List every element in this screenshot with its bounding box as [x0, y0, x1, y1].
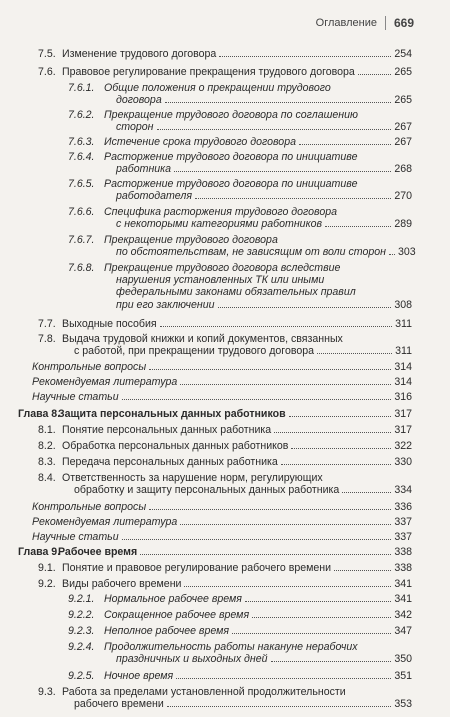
- toc-entry-title-line: Прекращение трудового договора: [104, 234, 278, 246]
- toc-entry-page: 303: [398, 246, 416, 259]
- toc-entry[interactable]: [68, 82, 412, 107]
- toc-entry-number: Глава 8.: [18, 408, 61, 420]
- dot-leader: [299, 144, 391, 145]
- toc-entry[interactable]: [38, 48, 412, 60]
- page-number: 669: [393, 16, 414, 30]
- toc-entry-title-line: Рабочее время: [58, 546, 138, 558]
- toc-entry-title-line: Расторжение трудового договора по инициативе: [104, 178, 358, 190]
- dot-leader: [218, 307, 392, 308]
- toc-entry-page: 317: [394, 424, 412, 436]
- toc-entry-page: 338: [394, 562, 412, 574]
- toc-entry-title-line: Передача персональных данных работника: [62, 456, 278, 468]
- toc-entry-title-line: по обстоятельствам, не зависящим от воли сторон: [116, 246, 386, 259]
- toc-entry-number: 8.2.: [38, 440, 56, 452]
- toc-entry[interactable]: [32, 501, 412, 513]
- toc-entry-page: 317: [394, 408, 412, 420]
- toc-entry-title-line: Научные статьи: [32, 531, 119, 543]
- toc-entry-number: Глава 9.: [18, 546, 61, 558]
- toc-entry-title-line: Рекомендуемая литература: [32, 516, 178, 528]
- toc-entry-title-line: нарушения установленных ТК или иными: [116, 274, 325, 287]
- toc-entry-title-line: Неполное рабочее время: [104, 625, 230, 637]
- toc-entry-number: 7.6.4.: [68, 151, 95, 163]
- toc-entry[interactable]: [32, 376, 412, 388]
- toc-entry[interactable]: [38, 686, 412, 711]
- toc-entry-title-line: Научные статьи: [32, 391, 119, 403]
- toc-entry-title-line: Изменение трудового договора: [62, 48, 217, 60]
- dot-leader: [274, 432, 391, 433]
- dot-leader: [167, 706, 392, 707]
- section-title: Оглавление: [315, 17, 377, 29]
- dot-leader: [389, 254, 395, 255]
- dot-leader: [122, 399, 392, 400]
- toc-entry-title-line: федеральными законами обязательных правил: [116, 286, 356, 299]
- toc-entry[interactable]: [32, 391, 412, 403]
- toc-entry-number: 9.3.: [38, 686, 56, 698]
- toc-entry-title-line: Расторжение трудового договора по инициативе: [104, 151, 358, 163]
- toc-entry-number: 8.3.: [38, 456, 56, 468]
- toc-entry-number: 8.4.: [38, 472, 56, 484]
- dot-leader: [252, 617, 391, 618]
- toc-entry-title-line: Правовое регулирование прекращения трудового договора: [62, 66, 355, 78]
- toc-entry-title-line: Ночное время: [104, 670, 174, 682]
- dot-leader: [334, 570, 391, 571]
- dot-leader: [149, 369, 391, 370]
- toc-entry[interactable]: [38, 562, 412, 574]
- toc-entry[interactable]: [68, 178, 412, 203]
- toc-entry-number: 7.6.7.: [68, 234, 95, 246]
- toc-entry-number: 7.6.1.: [68, 82, 95, 94]
- toc-entry-page: 347: [394, 625, 412, 637]
- toc-entry-title-line: при его заключении: [116, 298, 215, 311]
- toc-entry-title-line: Виды рабочего времени: [62, 578, 182, 590]
- toc-entry[interactable]: [68, 609, 412, 621]
- toc-entry[interactable]: [68, 593, 412, 605]
- toc-entry[interactable]: [32, 531, 412, 543]
- toc-entry-number: 9.2.: [38, 578, 56, 590]
- toc-entry-title-line: Контрольные вопросы: [32, 501, 147, 513]
- dot-leader: [165, 102, 392, 103]
- toc-entry[interactable]: [68, 234, 416, 259]
- dot-leader: [122, 539, 392, 540]
- toc-entry-number: 7.6.6.: [68, 206, 95, 218]
- toc-entry[interactable]: [38, 333, 412, 358]
- dot-leader: [317, 353, 392, 354]
- toc-entry-page: 330: [394, 456, 412, 468]
- toc-entry-page: 254: [394, 48, 412, 60]
- toc-entry-page: 316: [394, 391, 412, 403]
- toc-entry-number: 7.6.2.: [68, 109, 95, 121]
- toc-entry[interactable]: [68, 625, 412, 637]
- toc-entry-page: 351: [394, 670, 412, 682]
- toc-entry-page: 267: [394, 136, 412, 148]
- toc-entry-title-line: сторон: [116, 121, 154, 134]
- toc-entry-title-line: Общие положения о прекращении трудового: [104, 82, 331, 94]
- toc-entry-title-line: работодателя: [116, 190, 192, 203]
- toc-entry[interactable]: [68, 670, 412, 682]
- toc-entry-title-line: Понятие персональных данных работника: [62, 424, 272, 436]
- toc-entry-page: 308: [394, 298, 412, 311]
- toc-entry-page: 268: [394, 163, 412, 176]
- toc-entry-page: 311: [395, 345, 412, 358]
- toc-entry-page: 289: [394, 218, 412, 231]
- toc-entry-number: 7.7.: [38, 318, 56, 330]
- toc-entry[interactable]: [38, 318, 412, 330]
- toc-entry[interactable]: [68, 206, 412, 231]
- toc-entry[interactable]: [68, 151, 412, 176]
- toc-entry-page: 314: [394, 361, 412, 373]
- toc-entry-title-line: обработку и защиту персональных данных работника: [74, 484, 340, 497]
- dot-leader: [342, 492, 391, 493]
- toc-entry-title-line: праздничных и выходных дней: [116, 653, 268, 666]
- toc-entry[interactable]: [68, 641, 412, 666]
- toc-entry[interactable]: [68, 109, 412, 134]
- toc-entry-number: 9.2.1.: [68, 593, 95, 605]
- dot-leader: [157, 129, 392, 130]
- toc-entry[interactable]: [38, 424, 412, 436]
- toc-entry-title-line: Специфика расторжения трудового договора: [104, 206, 337, 218]
- toc-entry-page: 311: [395, 318, 412, 330]
- dot-leader: [195, 198, 391, 199]
- dot-leader: [281, 464, 392, 465]
- toc-entry[interactable]: [38, 472, 412, 497]
- dot-leader: [219, 56, 391, 57]
- toc-entry-page: 322: [394, 440, 412, 452]
- toc-entry-title-line: Понятие и правовое регулирование рабочего времени: [62, 562, 332, 574]
- toc-entry-title-line: работника: [116, 163, 172, 176]
- toc-entry-page: 350: [394, 653, 412, 666]
- toc-entry-title-line: Нормальное рабочее время: [104, 593, 242, 605]
- toc-entry-page: 341: [394, 593, 412, 605]
- toc-entry-title-line: Выдача трудовой книжки и копий документов, связанных: [62, 333, 343, 345]
- dot-leader: [291, 448, 391, 449]
- toc-entry-number: 7.6.5.: [68, 178, 95, 190]
- toc-entry[interactable]: [38, 456, 412, 468]
- dot-leader: [180, 384, 391, 385]
- toc-entry[interactable]: [38, 66, 412, 78]
- toc-entry-title-line: Сокращенное рабочее время: [104, 609, 250, 621]
- toc-entry-title-line: Обработка персональных данных работников: [62, 440, 289, 452]
- toc-entry-title-line: Рекомендуемая литература: [32, 376, 178, 388]
- dot-leader: [149, 509, 391, 510]
- toc-entry-page: 338: [394, 546, 412, 558]
- toc-entry-title-line: Ответственность за нарушение норм, регулирующих: [62, 472, 323, 484]
- toc-entry[interactable]: [18, 408, 412, 420]
- toc-entry-page: 341: [394, 578, 412, 590]
- dot-leader: [180, 524, 391, 525]
- toc-entry-page: 353: [394, 698, 412, 711]
- toc-entry-page: 337: [394, 516, 412, 528]
- toc-entry-number: 7.8.: [38, 333, 56, 345]
- toc-entry[interactable]: [38, 578, 412, 590]
- toc-entry-number: 7.6.8.: [68, 262, 95, 274]
- toc-entry-page: 337: [394, 531, 412, 543]
- dot-leader: [325, 226, 391, 227]
- toc-entry-title-line: рабочего времени: [74, 698, 164, 711]
- toc-entry[interactable]: [38, 440, 412, 452]
- dot-leader: [271, 661, 392, 662]
- toc-entry[interactable]: [68, 262, 412, 311]
- dot-leader: [289, 416, 392, 417]
- toc-entry-page: 267: [394, 121, 412, 134]
- dot-leader: [245, 601, 391, 602]
- toc-entry-title-line: с работой, при прекращении трудового договора: [74, 345, 315, 358]
- toc-entry[interactable]: [68, 136, 412, 148]
- toc-entry-number: 9.1.: [38, 562, 56, 574]
- toc-entry-title-line: Выходные пособия: [62, 318, 157, 330]
- toc-entry-page: 314: [394, 376, 412, 388]
- dot-leader: [176, 678, 391, 679]
- toc-entry-title-line: Истечение срока трудового договора: [104, 136, 296, 148]
- toc-entry-number: 9.2.2.: [68, 609, 95, 621]
- toc-entry-page: 270: [394, 190, 412, 203]
- toc-entry-page: 265: [394, 66, 412, 78]
- toc-entry[interactable]: [32, 516, 412, 528]
- dot-leader: [184, 586, 391, 587]
- toc-entry-page: 342: [394, 609, 412, 621]
- dot-leader: [140, 554, 391, 555]
- toc-entry-title-line: Работа за пределами установленной продолжительности: [62, 686, 346, 698]
- toc-entry-number: 7.6.3.: [68, 136, 95, 148]
- toc-entry-number: 9.2.5.: [68, 670, 95, 682]
- toc-entry-page: 334: [394, 484, 412, 497]
- toc-entry-page: 265: [394, 94, 412, 107]
- toc-entry-title-line: Прекращение трудового договора по соглашению: [104, 109, 358, 121]
- dot-leader: [358, 74, 392, 75]
- toc-entry-number: 8.1.: [38, 424, 56, 436]
- toc-entry-title-line: Защита персональных данных работников: [58, 408, 286, 420]
- toc-entry-number: 9.2.4.: [68, 641, 95, 653]
- dot-leader: [232, 633, 391, 634]
- dot-leader: [174, 171, 391, 172]
- toc-entry-title-line: Продолжительность работы накануне нерабочих: [104, 641, 358, 653]
- toc-entry-page: 336: [394, 501, 412, 513]
- toc-entry-title-line: договора: [116, 94, 162, 107]
- toc-entry-title-line: Контрольные вопросы: [32, 361, 147, 373]
- toc-entry-number: 7.6.: [38, 66, 56, 78]
- toc-entry-title-line: с некоторыми категориями работников: [116, 218, 322, 231]
- dot-leader: [160, 326, 392, 327]
- toc-entry-number: 7.5.: [38, 48, 56, 60]
- toc-entry-number: 9.2.3.: [68, 625, 95, 637]
- toc-entry[interactable]: [32, 361, 412, 373]
- toc-entry-title-line: Прекращение трудового договора вследствие: [104, 262, 341, 274]
- toc-entry[interactable]: [18, 546, 412, 558]
